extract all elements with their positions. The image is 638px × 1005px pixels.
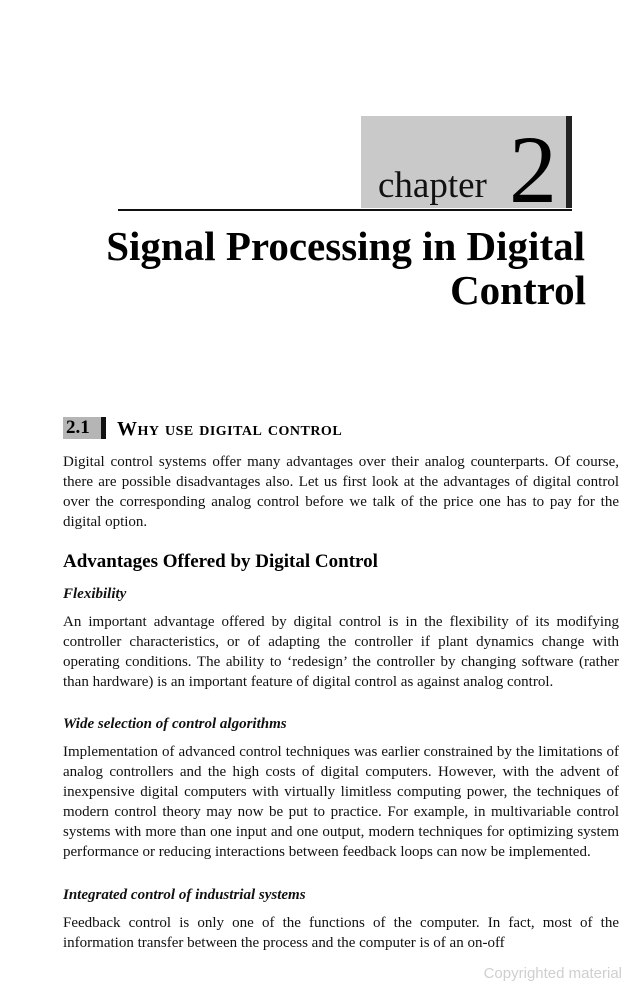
run-in-heading-algorithms: Wide selection of control algorithms bbox=[63, 716, 287, 732]
paragraph-integrated-control: Feedback control is only one of the functions of the computer. In fact, most of the information transfer between the process and the computer is of an on-off bbox=[63, 915, 619, 951]
paragraph-flexibility: An important advantage offered by digital control is in the flexibility of its modifying controller characteristics, or of adapting the controller if plant dynamics change with operating conditions. The ability to ‘redesign’ the controller by changing software (rather than hardware) is an important feature of digital control as against analog control. bbox=[63, 614, 619, 690]
subsection-title: Advantages Offered by Digital Control bbox=[63, 551, 378, 572]
section-number: 2.1 bbox=[66, 417, 90, 438]
chapter-word: chapter bbox=[378, 165, 487, 206]
run-in-heading-integrated-control: Integrated control of industrial systems bbox=[63, 887, 306, 903]
chapter-number: 2 bbox=[509, 116, 557, 223]
chapter-title-line-1: Signal Processing in Digital bbox=[106, 223, 585, 269]
copyright-watermark: Copyrighted material bbox=[483, 965, 622, 982]
section-title: Why use digital control bbox=[117, 418, 343, 440]
run-in-heading-flexibility: Flexibility bbox=[63, 586, 127, 602]
section-intro-paragraph: Digital control systems offer many advantages over their analog counterparts. Of course, there are possible disadvantages also. Let us first look at the advantages of digital control over the corresponding analog control before we talk of the price one has to pay for the digital option. bbox=[63, 454, 619, 530]
paragraph-algorithms: Implementation of advanced control techniques was earlier constrained by the limitations of analog controllers and the high costs of digital computers. However, with the advent of inexpensive digital computers with virtually limitless computing power, the techniques of modern control theory may now be put to practice. For example, in multivariable control systems with more than one input and one output, modern techniques for optimizing system performance or reducing interactions between feedback loops can now be implemented. bbox=[63, 744, 619, 860]
chapter-rule bbox=[118, 209, 572, 211]
chapter-box-shadow-edge bbox=[566, 116, 572, 208]
chapter-title-line-2: Control bbox=[450, 267, 586, 313]
